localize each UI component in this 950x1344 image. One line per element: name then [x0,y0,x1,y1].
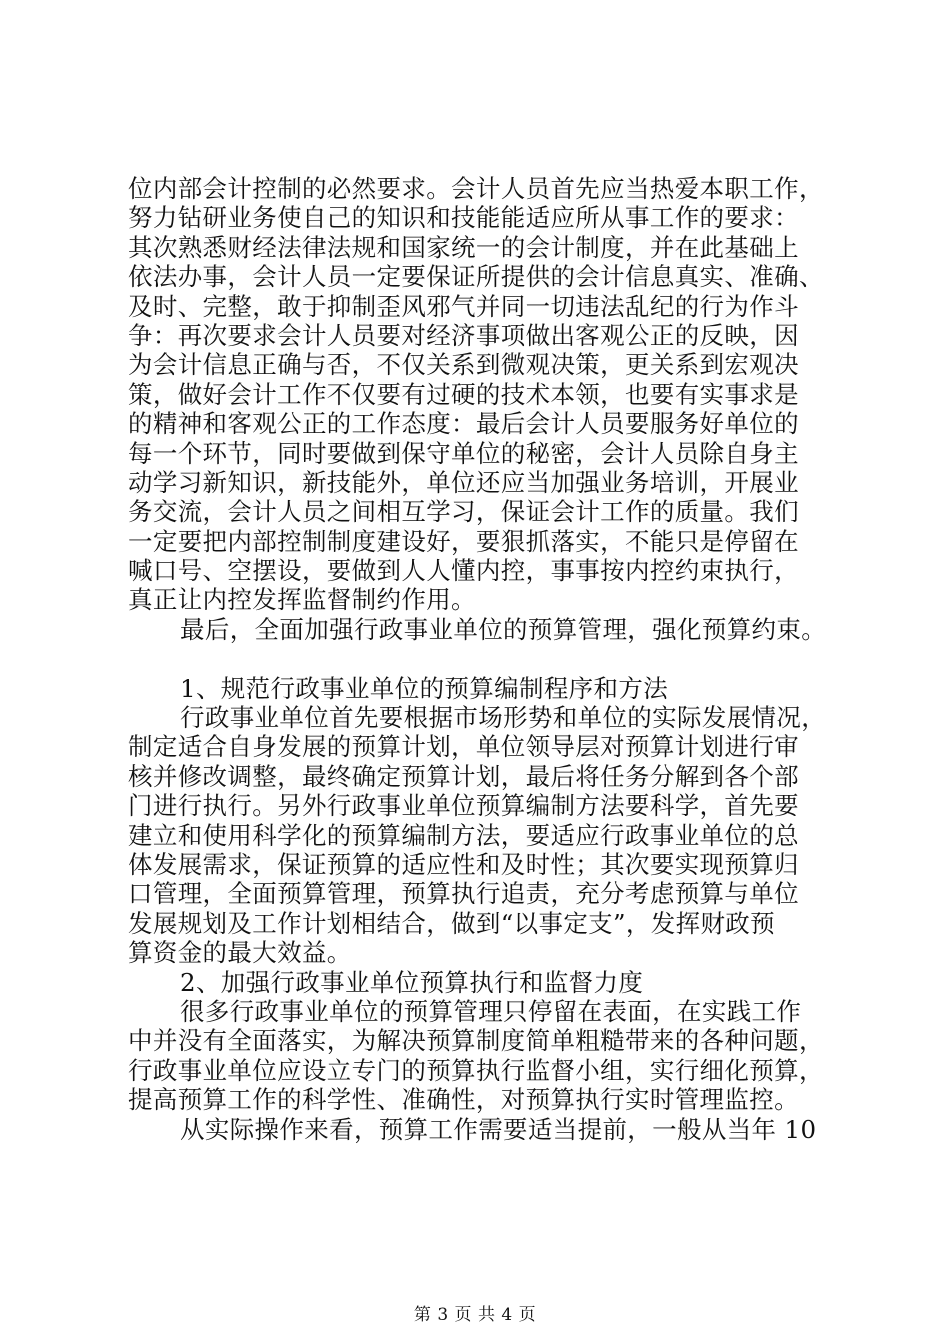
text-line: 行政事业单位首先要根据市场形势和单位的实际发展情况， [180,703,827,733]
text-line: 中并没有全面落实，为解决预算制度简单粗糙带来的各种问题， [128,1026,824,1056]
text-line: 努力钻研业务使自己的知识和技能能适应所从事工作的要求： [128,203,799,233]
blank-line [128,644,853,673]
text-line: 的精神和客观公正的工作态度：最后会计人员要服务好单位的 [128,409,799,439]
text-line: 其次熟悉财经法律法规和国家统一的会计制度，并在此基础上 [128,232,799,262]
paragraph [128,174,853,615]
text-line: 算资金的最大效益。 [128,938,352,968]
text-line: 制定适合自身发展的预算计划，单位领导层对预算计划进行审 [128,732,799,762]
paragraph [128,703,853,968]
text-line: 每一个环节，同时要做到保守单位的秘密，会计人员除自身主 [128,438,799,468]
section-heading-1: 1、规范行政事业单位的预算编制程序和方法 [180,673,669,703]
text-line: 核并修改调整，最终确定预算计划，最后将任务分解到各个部 [128,761,799,791]
document-body [128,174,853,1144]
text-line: 依法办事，会计人员一定要保证所提供的会计信息真实、准确、 [128,262,824,292]
text-line: 建立和使用科学化的预算编制方法，要适应行政事业单位的总 [128,820,799,850]
text-line: 喊口号、空摆设，要做到人人懂内控，事事按内控约束执行， [128,556,799,586]
text-line: 很多行政事业单位的预算管理只停留在表面，在实践工作 [180,996,802,1026]
paragraph-continued: 从实际操作来看，预算工作需要适当提前，一般从当年 10 [180,1114,817,1144]
text-line: 发展规划及工作计划相结合，做到“以事定支”，发挥财政预 [128,908,775,938]
paragraph-conclusion: 最后，全面加强行政事业单位的预算管理，强化预算约束。 [180,614,827,644]
text-line: 策，做好会计工作不仅要有过硬的技术本领，也要有实事求是 [128,379,799,409]
text-line: 提高预算工作的科学性、准确性，对预算执行实时管理监控。 [128,1085,799,1115]
text-line: 争：再次要求会计人员要对经济事项做出客观公正的反映，因 [128,320,799,350]
text-line: 务交流，会计人员之间相互学习，保证会计工作的质量。我们 [128,497,799,527]
text-line: 行政事业单位应设立专门的预算执行监督小组，实行细化预算， [128,1055,824,1085]
page-number-footer: 第 3 页 共 4 页 [413,1305,537,1325]
text-line: 门进行执行。另外行政事业单位预算编制方法要科学，首先要 [128,791,799,821]
text-line: 位内部会计控制的必然要求。会计人员首先应当热爱本职工作， [128,174,824,203]
text-line: 一定要把内部控制制度建设好，要狠抓落实，不能只是停留在 [128,526,799,556]
paragraph [128,997,853,1115]
text-line: 及时、完整，敢于抑制歪风邪气并同一切违法乱纪的行为作斗 [128,291,799,321]
text-line: 动学习新知识，新技能外，单位还应当加强业务培训，开展业 [128,467,799,497]
text-line: 体发展需求，保证预算的适应性和及时性；其次要实现预算归 [128,849,799,879]
text-line: 口管理，全面预算管理，预算执行追责，充分考虑预算与单位 [128,879,799,909]
section-heading-2: 2、加强行政事业单位预算执行和监督力度 [180,967,644,997]
text-line: 真正让内控发挥监督制约作用。 [128,585,476,615]
text-line: 为会计信息正确与否，不仅关系到微观决策，更关系到宏观决 [128,350,799,380]
